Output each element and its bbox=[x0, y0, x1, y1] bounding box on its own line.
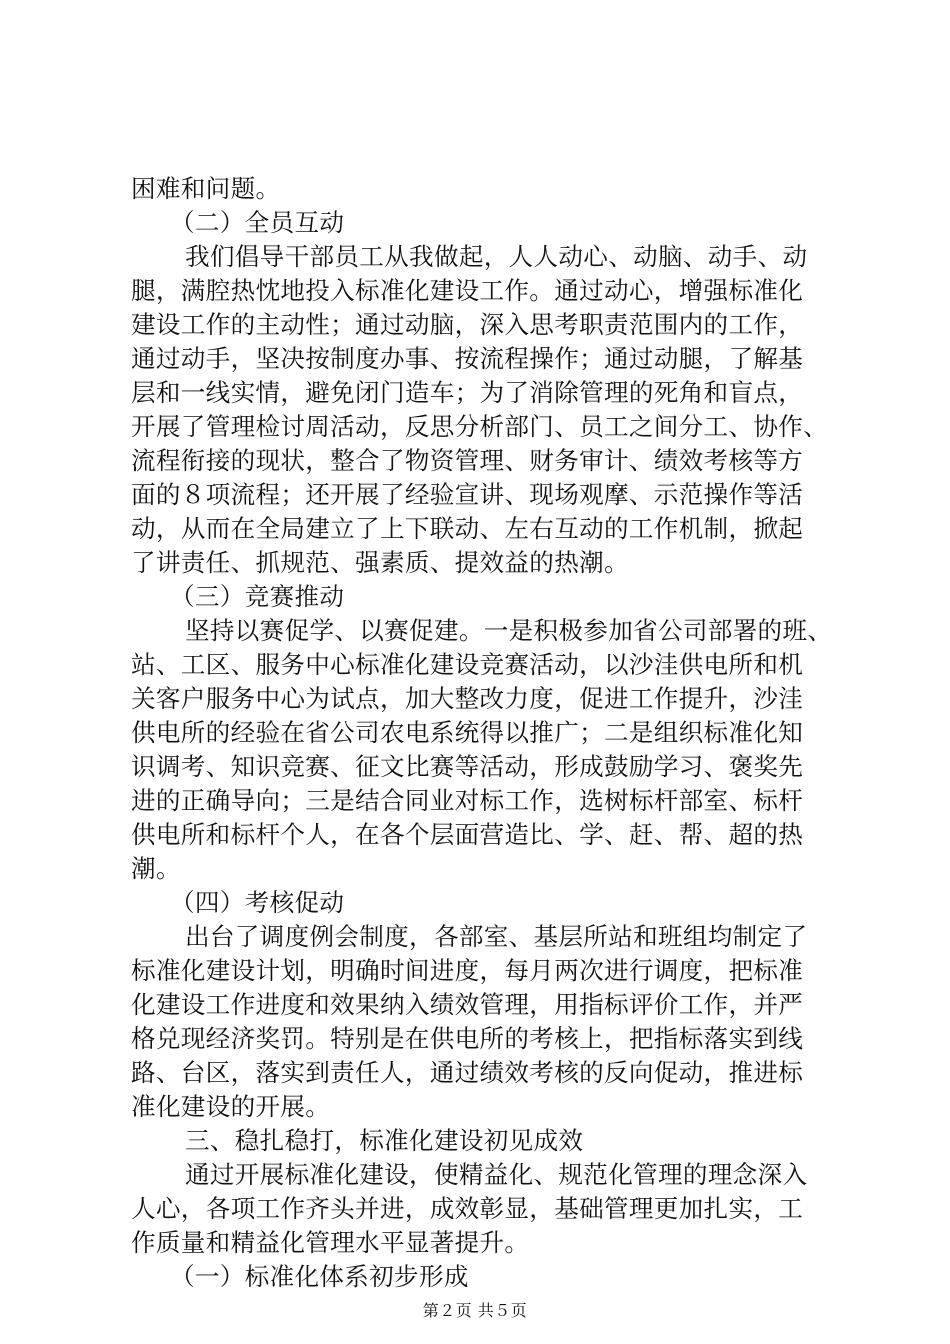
paragraph-line: 层和一线实情，避免闭门造车；为了消除管理的死角和盲点， bbox=[131, 378, 804, 407]
paragraph-line: 路、台区，落实到责任人，通过绩效考核的反向促动，推进标 bbox=[131, 1058, 804, 1087]
paragraph-line: 格兑现经济奖罚。特别是在供电所的考核上，把指标落实到线 bbox=[131, 1024, 804, 1053]
section-heading: （三）竞赛推动 bbox=[170, 582, 345, 611]
paragraph-line: 腿，满腔热忱地投入标准化建设工作。通过动心，增强标准化 bbox=[131, 276, 804, 305]
section-heading: （一）标准化体系初步形成 bbox=[170, 1262, 469, 1291]
paragraph-line: 识调考、知识竞赛、征文比赛等活动，形成鼓励学习、褒奖先 bbox=[131, 752, 804, 781]
paragraph-line: 建设工作的主动性；通过动脑，深入思考职责范围内的工作， bbox=[131, 310, 804, 339]
paragraph-line: 作质量和精益化管理水平显著提升。 bbox=[131, 1228, 530, 1257]
paragraph-line: 站、工区、服务中心标准化建设竞赛活动，以沙洼供电所和机 bbox=[131, 650, 804, 679]
section-heading: （二）全员互动 bbox=[170, 208, 345, 237]
paragraph-line: 关客户服务中心为试点，加大整改力度，促进工作提升，沙洼 bbox=[131, 684, 804, 713]
section-heading: （四）考核促动 bbox=[170, 888, 345, 917]
paragraph-line: 困难和问题。 bbox=[131, 174, 281, 203]
paragraph-line: 标准化建设计划，明确时间进度，每月两次进行调度，把标准 bbox=[131, 956, 804, 985]
paragraph-line: 了讲责任、抓规范、强素质、提效益的热潮。 bbox=[131, 548, 629, 577]
paragraph-line: 出台了调度例会制度，各部室、基层所站和班组均制定了 bbox=[185, 922, 808, 951]
page-number: 第２页 共５页 bbox=[422, 1301, 528, 1320]
paragraph-line: 动，从而在全局建立了上下联动、左右互动的工作机制，掀起 bbox=[131, 514, 804, 543]
paragraph-line: 供电所的经验在省公司农电系统得以推广；二是组织标准化知 bbox=[131, 718, 804, 747]
paragraph-line: 进的正确导向；三是结合同业对标工作，选树标杆部室、标杆 bbox=[131, 786, 804, 815]
paragraph-line: 通过动手，坚决按制度办事、按流程操作；通过动腿，了解基 bbox=[131, 344, 804, 373]
section-heading: 三、稳扎稳打，标准化建设初见成效 bbox=[185, 1126, 584, 1155]
paragraph-line: 通过开展标准化建设，使精益化、规范化管理的理念深入 bbox=[185, 1160, 808, 1189]
paragraph-line: 坚持以赛促学、以赛促建。一是积极参加省公司部署的班、 bbox=[185, 616, 833, 645]
paragraph-line: 化建设工作进度和效果纳入绩效管理，用指标评价工作，并严 bbox=[131, 990, 804, 1019]
paragraph-line: 潮。 bbox=[131, 854, 181, 883]
paragraph-line: 人心，各项工作齐头并进，成效彰显，基础管理更加扎实，工 bbox=[131, 1194, 804, 1223]
paragraph-line: 准化建设的开展。 bbox=[131, 1092, 331, 1121]
paragraph-line: 流程衔接的现状，整合了物资管理、财务审计、绩效考核等方 bbox=[131, 446, 804, 475]
paragraph-line: 开展了管理检讨周活动，反思分析部门、员工之间分工、协作、 bbox=[131, 412, 829, 441]
paragraph-line: 我们倡导干部员工从我做起，人人动心、动脑、动手、动 bbox=[185, 242, 808, 271]
paragraph-line: 面的８项流程；还开展了经验宣讲、现场观摩、示范操作等活 bbox=[131, 480, 804, 509]
paragraph-line: 供电所和标杆个人，在各个层面营造比、学、赶、帮、超的热 bbox=[131, 820, 804, 849]
